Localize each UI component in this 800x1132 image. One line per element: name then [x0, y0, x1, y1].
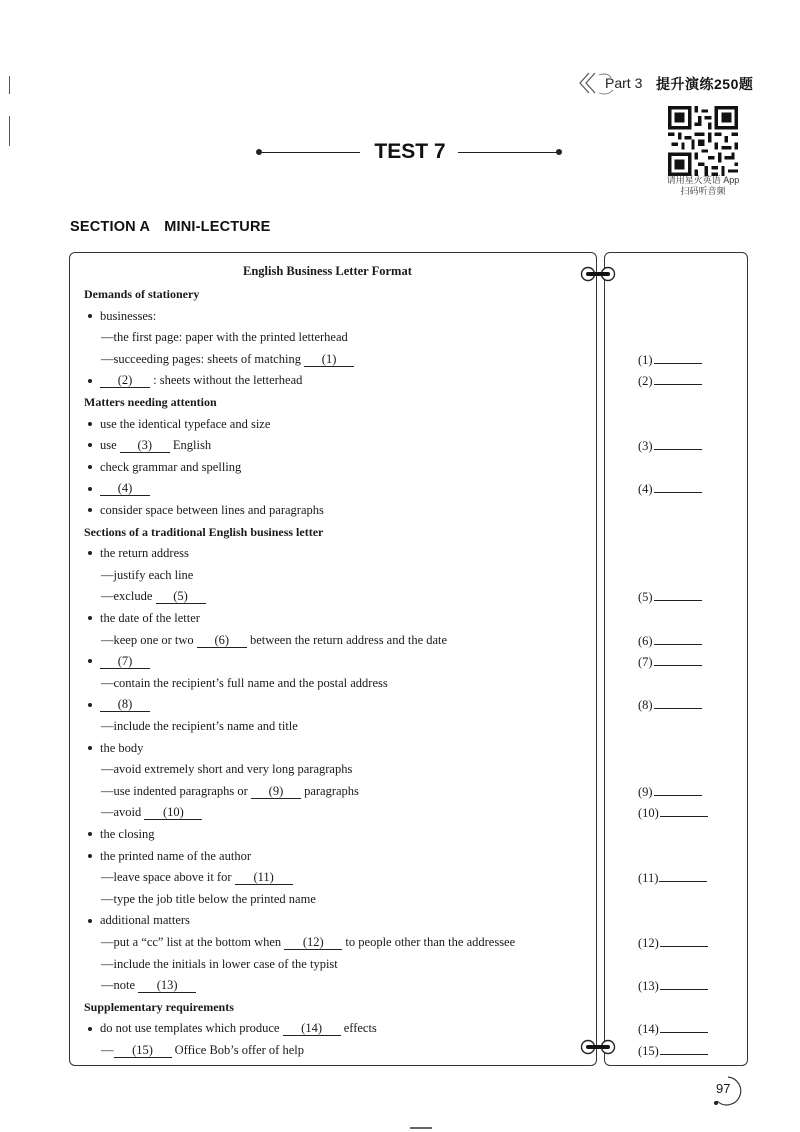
- sub-line: [101, 352, 354, 367]
- answer-slot: [638, 935, 708, 951]
- line-text: the body: [100, 740, 144, 755]
- answer-line[interactable]: [654, 352, 702, 364]
- fill-blank[interactable]: (1): [304, 353, 354, 367]
- bullet-line: [88, 654, 150, 669]
- answer-slot: [638, 633, 702, 649]
- fill-blank[interactable]: (12): [284, 936, 342, 950]
- answer-slot: [638, 1021, 708, 1037]
- bullet-dot: [88, 659, 92, 663]
- bullet-dot: [88, 314, 92, 318]
- test-title: TEST 7: [374, 140, 446, 163]
- sub-line: [101, 870, 293, 885]
- section-label: SECTION A: [70, 219, 151, 235]
- bullet-line: [88, 460, 241, 475]
- bullet-line: [88, 438, 211, 453]
- line-text: use: [100, 438, 120, 453]
- bullet-dot: [88, 551, 92, 555]
- fill-blank[interactable]: (5): [156, 590, 206, 604]
- line-text: do not use templates which produce: [100, 1021, 283, 1036]
- answer-number: (6): [638, 633, 653, 648]
- sub-line: [101, 762, 352, 777]
- bullet-dot: [88, 832, 92, 836]
- binder-ring-top-icon: [580, 265, 616, 283]
- section-title: [70, 219, 271, 235]
- answer-slot: [638, 352, 702, 368]
- sub-line: [101, 892, 316, 907]
- line-text: effects: [340, 1021, 377, 1036]
- qr-caption-line2: 扫码听音频: [680, 186, 726, 196]
- line-text: —note: [101, 978, 139, 993]
- bullet-line: [88, 611, 200, 626]
- line-text: Office Bob’s offer of help: [171, 1043, 304, 1057]
- answer-line[interactable]: [660, 1021, 708, 1033]
- document-heading: Sections of a traditional English business letter: [84, 524, 324, 539]
- part-title: 提升演练250题: [656, 76, 754, 92]
- answer-number: (13): [638, 979, 659, 994]
- answer-number: (14): [638, 1022, 659, 1037]
- bullet-line: [88, 373, 302, 388]
- fill-blank[interactable]: (8): [100, 698, 150, 712]
- answer-line[interactable]: [660, 935, 708, 947]
- answer-number: (10): [638, 806, 659, 821]
- bullet-line: [88, 546, 189, 561]
- sub-line: [101, 330, 348, 345]
- answer-slot: [638, 697, 702, 713]
- bullet-line: [88, 913, 190, 928]
- bullet-dot: [88, 746, 92, 750]
- bullet-dot: [88, 443, 92, 447]
- sub-line: [101, 1043, 304, 1058]
- answer-line[interactable]: [654, 438, 702, 450]
- line-text: check grammar and spelling: [100, 459, 242, 474]
- answer-slot: [638, 784, 702, 800]
- answer-slot: [638, 589, 702, 605]
- line-text: —put a “cc” list at the bottom when: [101, 935, 285, 949]
- fill-blank[interactable]: (9): [251, 785, 301, 799]
- line-text: —justify each line: [101, 567, 194, 582]
- qr-caption: [650, 175, 756, 197]
- bullet-dot: [88, 1027, 92, 1031]
- fill-blank[interactable]: (10): [144, 806, 202, 820]
- qr-code-icon[interactable]: [668, 106, 738, 176]
- sub-line: [101, 978, 196, 993]
- fill-blank[interactable]: (6): [197, 634, 247, 648]
- line-text: the closing: [100, 827, 155, 841]
- bottom-mark: [410, 1127, 432, 1129]
- fill-blank[interactable]: (2): [100, 374, 150, 388]
- answer-line[interactable]: [654, 697, 702, 709]
- sub-line: [101, 568, 193, 583]
- line-text: use the identical typeface and size: [100, 416, 271, 431]
- answer-number: (4): [638, 482, 653, 497]
- bullet-dot: [88, 854, 92, 858]
- bullet-line: [88, 697, 150, 712]
- answer-line[interactable]: [654, 373, 702, 385]
- section-name: MINI-LECTURE: [164, 219, 271, 235]
- bullet-line: [88, 309, 156, 324]
- answer-line[interactable]: [654, 481, 702, 493]
- bullet-dot: [88, 379, 92, 383]
- sub-line: [101, 957, 338, 972]
- answer-number: (7): [638, 655, 653, 670]
- answer-slot: [638, 805, 708, 821]
- fill-blank[interactable]: (4): [100, 482, 150, 496]
- bullet-dot: [88, 465, 92, 469]
- fill-blank[interactable]: (11): [235, 871, 293, 885]
- answer-number: (8): [638, 698, 653, 713]
- title-rule-left: [262, 152, 360, 153]
- sub-line: [101, 935, 515, 950]
- answer-number: (3): [638, 439, 653, 454]
- line-text: —include the initials in lower case of the typist: [101, 956, 338, 971]
- binder-ring-bottom-icon: [580, 1038, 616, 1056]
- bullet-line: [88, 503, 324, 518]
- line-text: —use indented paragraphs or: [101, 783, 251, 798]
- answer-slot: [638, 438, 702, 454]
- line-text: : sheets without the letterhead: [150, 373, 303, 388]
- line-text: to people other than the addressee: [342, 935, 516, 949]
- line-text: —keep one or two: [101, 632, 197, 647]
- sub-line: [101, 784, 359, 799]
- sub-line: [101, 633, 447, 648]
- document-heading: Demands of stationery: [84, 287, 200, 301]
- fill-blank[interactable]: (7): [100, 655, 150, 669]
- line-text: —avoid extremely short and very long paragraphs: [101, 762, 353, 777]
- document-title: English Business Letter Format: [243, 264, 412, 278]
- answer-number: (12): [638, 936, 659, 950]
- fill-blank[interactable]: (14): [283, 1022, 341, 1036]
- answer-line[interactable]: [654, 633, 702, 645]
- fill-blank[interactable]: (15): [114, 1044, 172, 1058]
- bullet-line: [88, 741, 143, 756]
- bullet-line: [88, 827, 155, 842]
- line-text: —type the job title below the printed name: [101, 891, 316, 906]
- answer-number: (1): [638, 352, 653, 367]
- line-text: the return address: [100, 546, 189, 561]
- page-header: [575, 66, 775, 100]
- line-text: —exclude: [101, 589, 156, 604]
- line-text: —the first page: paper with the printed letterhead: [101, 330, 348, 345]
- bullet-line: [88, 849, 251, 864]
- line-text: additional matters: [100, 913, 190, 928]
- sub-line: [101, 589, 206, 604]
- line-text: —avoid: [101, 805, 145, 820]
- line-text: businesses:: [100, 308, 157, 323]
- answer-number: (15): [638, 1044, 659, 1058]
- bullet-dot: [88, 487, 92, 491]
- line-text: the printed name of the author: [100, 848, 251, 863]
- line-text: —: [101, 1043, 114, 1057]
- line-text: paragraphs: [300, 783, 359, 798]
- bullet-line: [88, 1021, 377, 1036]
- answer-line[interactable]: [654, 784, 702, 796]
- sub-line: [101, 719, 298, 734]
- qr-caption-line1: 请用星火英语 App: [666, 175, 740, 185]
- title-dot-right: [556, 149, 562, 155]
- answer-line[interactable]: [654, 654, 702, 666]
- line-text: —leave space above it for: [101, 870, 235, 885]
- answer-slot: [638, 1043, 708, 1059]
- bullet-dot: [88, 422, 92, 426]
- answer-slot: [638, 654, 702, 670]
- bullet-dot: [88, 616, 92, 620]
- sub-line: [101, 805, 202, 820]
- document-heading: Matters needing attention: [84, 395, 217, 409]
- bullet-dot: [88, 703, 92, 707]
- bullet-line: [88, 481, 150, 496]
- line-text: —contain the recipient’s full name and the postal address: [101, 675, 388, 690]
- document-heading: Supplementary requirements: [84, 999, 234, 1014]
- answer-slot: [638, 481, 702, 497]
- answer-number: (11): [638, 871, 659, 886]
- fill-blank[interactable]: (13): [138, 979, 196, 993]
- answer-line[interactable]: [659, 870, 707, 882]
- bullet-dot: [88, 508, 92, 512]
- line-text: consider space between lines and paragraphs: [100, 503, 324, 517]
- answer-number: (5): [638, 590, 653, 605]
- answer-line[interactable]: [660, 978, 708, 990]
- answer-line[interactable]: [660, 805, 708, 817]
- answer-line[interactable]: [660, 1043, 708, 1055]
- answer-slot: [638, 373, 702, 389]
- line-text: English: [169, 438, 212, 453]
- sub-line: [101, 676, 388, 691]
- answer-slot: [638, 978, 708, 994]
- answer-line[interactable]: [654, 589, 702, 601]
- bullet-dot: [88, 919, 92, 923]
- answer-number: (2): [638, 374, 653, 389]
- margin-tick-top: [9, 76, 10, 94]
- line-text: between the return address and the date: [246, 632, 448, 647]
- bullet-line: [88, 417, 270, 432]
- line-text: —succeeding pages: sheets of matching: [101, 351, 305, 366]
- page-number: 97: [716, 1081, 731, 1096]
- answer-slot: [638, 870, 707, 886]
- line-text: the date of the letter: [100, 611, 200, 625]
- title-rule-right: [458, 152, 558, 153]
- margin-tick-bottom: [9, 116, 10, 146]
- answer-number: (9): [638, 784, 653, 799]
- line-text: —include the recipient’s name and title: [101, 719, 298, 733]
- fill-blank[interactable]: (3): [120, 439, 170, 453]
- part-label: Part 3: [605, 75, 643, 91]
